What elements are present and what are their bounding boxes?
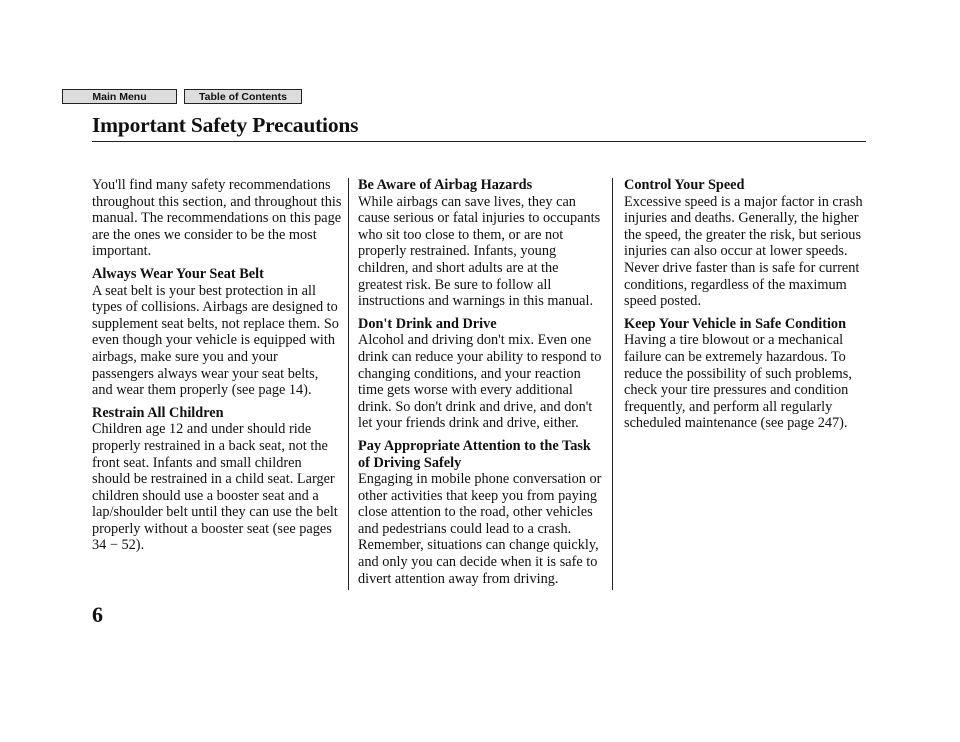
page-number: 6 bbox=[92, 602, 103, 627]
intro-paragraph: You'll find many safety recommendations throughout this section, and throughout this manual. The recommendations on this page are the ones we consider to be the most important. bbox=[92, 177, 342, 260]
column-1 bbox=[92, 177, 342, 560]
column-divider bbox=[612, 178, 613, 590]
section-heading-airbag-hazards: Be Aware of Airbag Hazards bbox=[358, 177, 533, 193]
section-heading-attention: Pay Appropriate Attention to the Task of Driving Safely bbox=[358, 437, 591, 471]
section-body-drink-drive: Alcohol and driving don't mix. Even one drink can reduce your ability to respond to changing conditions, and your reaction time gets worse with every additional drink. So don't drink and drive, and don't let your friends drink and drive, either. bbox=[358, 332, 602, 432]
table-of-contents-button[interactable]: Table of Contents bbox=[184, 89, 302, 104]
section-body-restrain-children: Children age 12 and under should ride properly restrained in a back seat, not the front seat. Infants and small children should be restrained in a child seat. Larger children should use a booster seat and a lap/shoulder belt until they can use the belt properly without a booster seat (see pages 34 − 52). bbox=[92, 421, 338, 554]
column-3 bbox=[624, 177, 870, 438]
section-body-control-speed: Excessive speed is a major factor in crash injuries and deaths. Generally, the higher the speed, the greater the risk, but serious injuries can also occur at lower speeds. Never drive faster than is safe for current conditions, regardless of the maximum speed posted. bbox=[624, 193, 863, 310]
section-heading-restrain-children: Restrain All Children bbox=[92, 404, 224, 421]
section-heading-control-speed: Control Your Speed bbox=[624, 177, 745, 193]
main-menu-button[interactable]: Main Menu bbox=[62, 89, 177, 104]
column-2 bbox=[358, 177, 602, 593]
section-heading-drink-drive: Don't Drink and Drive bbox=[358, 315, 497, 332]
section-heading-seat-belt: Always Wear Your Seat Belt bbox=[92, 265, 264, 282]
section-body-attention: Engaging in mobile phone conversation or other activities that keep you from paying close attention to the road, other vehicles and pedestrians could lead to a crash. Remember, situations can change quickly, and only you can decide when it is safe to divert attention away from driving. bbox=[358, 471, 602, 587]
section-body-seat-belt: A seat belt is your best protection in all types of collisions. Airbags are designed to supplement seat belts, not replace them. So even though your vehicle is equipped with airbags, make sure you and your passengers always wear your seat belts, and wear them properly (see page 14). bbox=[92, 282, 339, 399]
section-body-airbag-hazards: While airbags can save lives, they can cause serious or fatal injuries to occupants who sit too close to them, or are not properly restrained. Infants, young children, and short adults are at the greatest risk. Be sure to follow all instructions and warnings in this manual. bbox=[358, 193, 601, 310]
page-title: Important Safety Precautions bbox=[92, 113, 359, 137]
title-divider bbox=[92, 141, 866, 142]
column-divider bbox=[348, 178, 349, 590]
section-heading-vehicle-condition: Keep Your Vehicle in Safe Condition bbox=[624, 315, 847, 332]
section-body-vehicle-condition: Having a tire blowout or a mechanical failure can be extremely hazardous. To reduce the possibility of such problems, check your tire pressures and condition frequently, and perform all regularly scheduled maintenance (see page 247). bbox=[624, 332, 852, 432]
